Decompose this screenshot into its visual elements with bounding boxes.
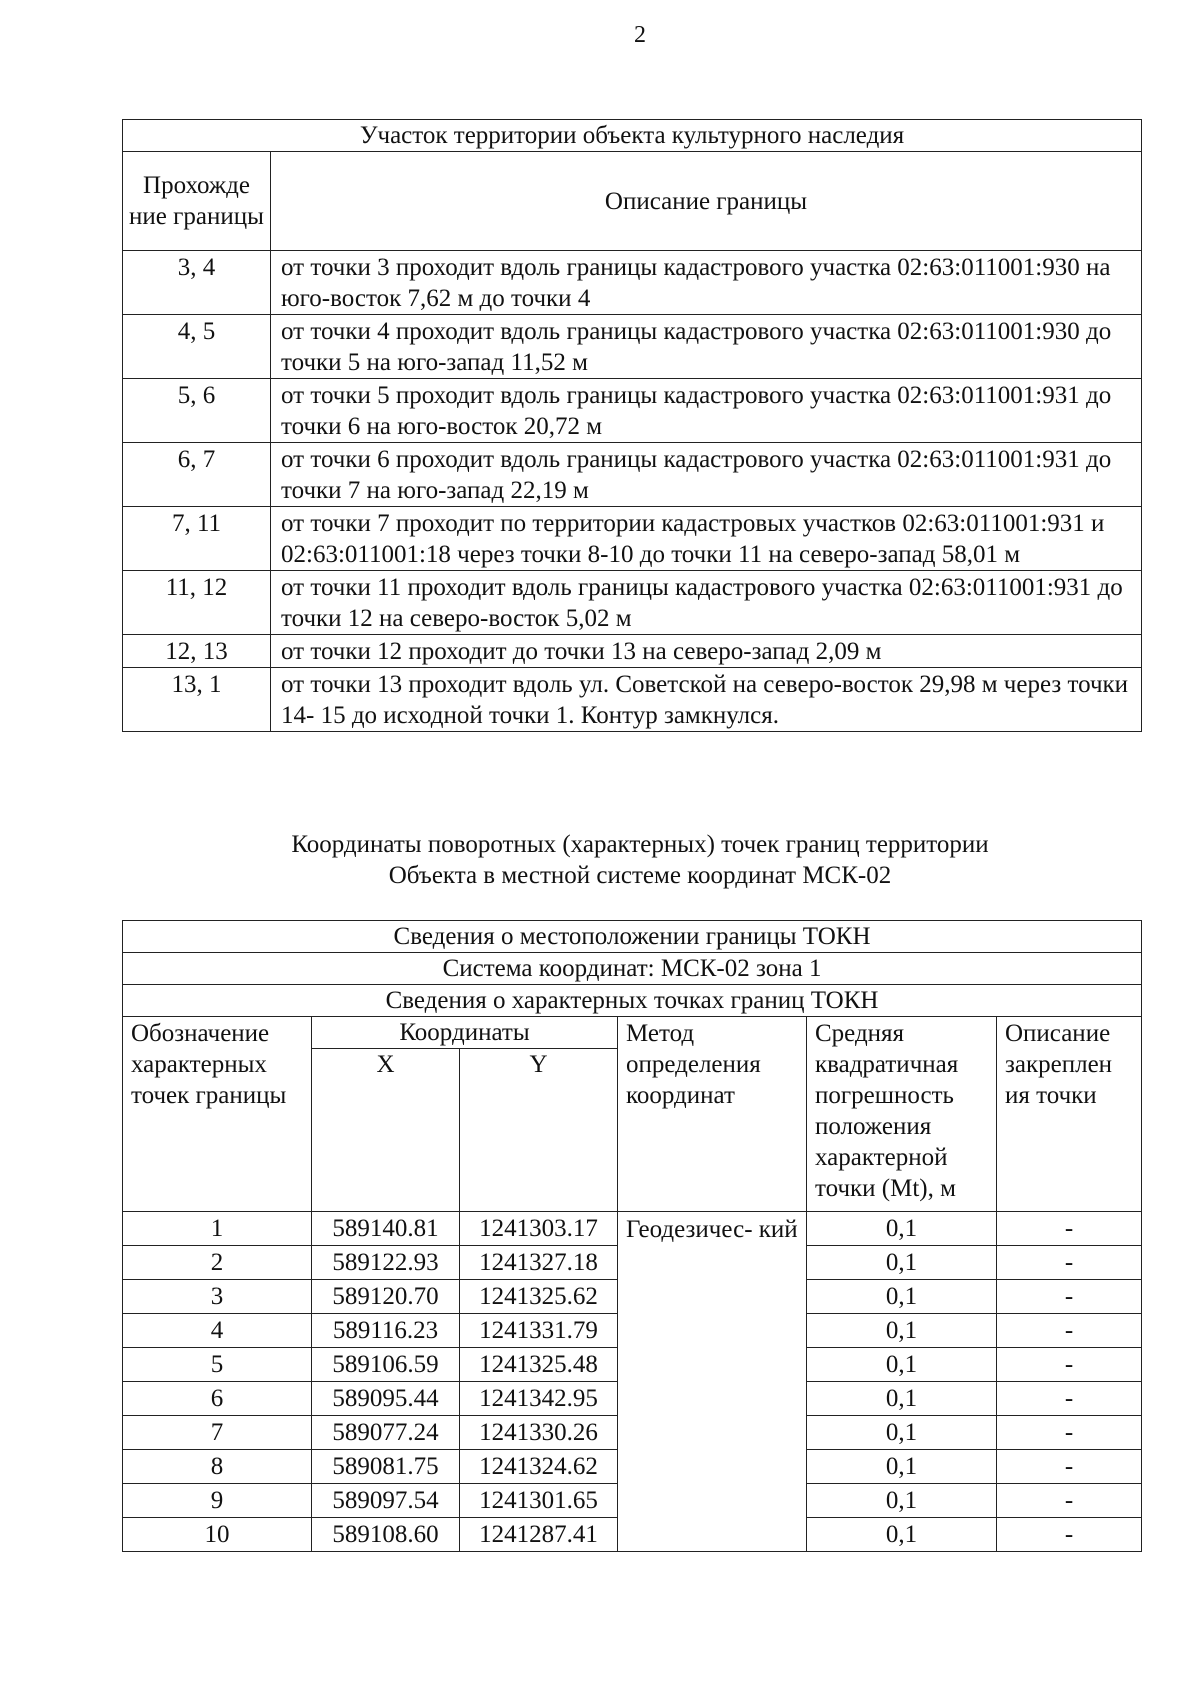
- y-cell: 1241287.41: [460, 1518, 618, 1552]
- error-cell: 0,1: [807, 1416, 997, 1450]
- x-cell: 589120.70: [312, 1280, 460, 1314]
- coordinates-heading-line-2: Объекта в местной системе координат МСК-02: [388, 862, 892, 889]
- error-cell: 0,1: [807, 1518, 997, 1552]
- description-cell: от точки 13 проходит вдоль ул. Советской на северо-восток 29,98 м через точки 14- 15 до исходной точки 1. Контур замкнулся.: [271, 668, 1142, 732]
- description-cell: от точки 3 проходит вдоль границы кадастрового участка 02:63:011001:930 на юго-восток 7,62 м до точки 4: [271, 251, 1142, 315]
- fixation-cell: -: [997, 1348, 1142, 1382]
- fixation-cell: -: [997, 1280, 1142, 1314]
- table-header-row: [123, 152, 1142, 251]
- column-header-y: Y: [460, 1049, 618, 1212]
- column-header-method: Метод определения координат: [618, 1017, 807, 1212]
- description-cell: от точки 6 проходит вдоль границы кадастрового участка 02:63:011001:931 до точки 7 на юго-запад 22,19 м: [271, 443, 1142, 507]
- y-cell: 1241325.48: [460, 1348, 618, 1382]
- table-title: Участок территории объекта культурного наследия: [123, 120, 1142, 152]
- table-row: [123, 507, 1142, 571]
- error-cell: 0,1: [807, 1280, 997, 1314]
- error-cell: 0,1: [807, 1348, 997, 1382]
- x-cell: 589097.54: [312, 1484, 460, 1518]
- x-cell: 589108.60: [312, 1518, 460, 1552]
- pass-cell: 12, 13: [123, 635, 271, 668]
- table-title-row: [123, 921, 1142, 953]
- fixation-cell: -: [997, 1450, 1142, 1484]
- fixation-cell: -: [997, 1382, 1142, 1416]
- error-cell: 0,1: [807, 1314, 997, 1348]
- table-header-row: [123, 1017, 1142, 1049]
- point-number-cell: 7: [123, 1416, 312, 1450]
- table-row: [123, 443, 1142, 507]
- description-cell: от точки 5 проходит вдоль границы кадастрового участка 02:63:011001:931 до точки 6 на юго-восток 20,72 м: [271, 379, 1142, 443]
- x-cell: 589095.44: [312, 1382, 460, 1416]
- point-number-cell: 8: [123, 1450, 312, 1484]
- column-header-x: X: [312, 1049, 460, 1212]
- column-header-pass: Прохожде ние границы: [123, 152, 271, 251]
- pass-cell: 4, 5: [123, 315, 271, 379]
- table-title-row: [123, 953, 1142, 985]
- point-number-cell: 3: [123, 1280, 312, 1314]
- point-number-cell: 5: [123, 1348, 312, 1382]
- y-cell: 1241324.62: [460, 1450, 618, 1484]
- x-cell: 589122.93: [312, 1246, 460, 1280]
- table-row: [123, 571, 1142, 635]
- error-cell: 0,1: [807, 1450, 997, 1484]
- table-title-row: [123, 985, 1142, 1017]
- point-number-cell: 6: [123, 1382, 312, 1416]
- y-cell: 1241327.18: [460, 1246, 618, 1280]
- fixation-cell: -: [997, 1484, 1142, 1518]
- fixation-cell: -: [997, 1518, 1142, 1552]
- boundary-description-table: [122, 119, 1142, 732]
- pass-cell: 11, 12: [123, 571, 271, 635]
- pass-cell: 13, 1: [123, 668, 271, 732]
- description-cell: от точки 7 проходит по территории кадастровых участков 02:63:011001:931 и 02:63:011001:18 через точки 8-10 до точки 11 на северо-запад 58,01 м: [271, 507, 1142, 571]
- table-row: [123, 379, 1142, 443]
- y-cell: 1241303.17: [460, 1212, 618, 1246]
- point-number-cell: 1: [123, 1212, 312, 1246]
- pass-cell: 3, 4: [123, 251, 271, 315]
- table-title-row: [123, 120, 1142, 152]
- coordinates-heading-line-1: Координаты поворотных (характерных) точек границ территории: [291, 831, 989, 858]
- column-header-coordinates: Координаты: [312, 1017, 618, 1049]
- error-cell: 0,1: [807, 1246, 997, 1280]
- table-row: [123, 315, 1142, 379]
- x-cell: 589081.75: [312, 1450, 460, 1484]
- y-cell: 1241342.95: [460, 1382, 618, 1416]
- x-cell: 589116.23: [312, 1314, 460, 1348]
- column-header-designation: Обозначение характерных точек границы: [123, 1017, 312, 1212]
- error-cell: 0,1: [807, 1212, 997, 1246]
- table-row: [123, 668, 1142, 732]
- point-number-cell: 2: [123, 1246, 312, 1280]
- x-cell: 589106.59: [312, 1348, 460, 1382]
- y-cell: 1241301.65: [460, 1484, 618, 1518]
- table-title-coordinate-system: Система координат: МСК-02 зона 1: [123, 953, 1142, 985]
- y-cell: 1241330.26: [460, 1416, 618, 1450]
- page-number: 2: [634, 22, 646, 48]
- table-row: [123, 635, 1142, 668]
- column-header-error: Средняя квадратичная погрешность положения характерной точки (Mt), м: [807, 1017, 997, 1212]
- point-number-cell: 10: [123, 1518, 312, 1552]
- pass-cell: 5, 6: [123, 379, 271, 443]
- description-cell: от точки 11 проходит вдоль границы кадастрового участка 02:63:011001:931 до точки 12 на северо-восток 5,02 м: [271, 571, 1142, 635]
- coordinates-table: [122, 920, 1142, 1552]
- pass-cell: 6, 7: [123, 443, 271, 507]
- column-header-fixation: Описание закреплен ия точки: [997, 1017, 1142, 1212]
- point-number-cell: 4: [123, 1314, 312, 1348]
- fixation-cell: -: [997, 1416, 1142, 1450]
- error-cell: 0,1: [807, 1484, 997, 1518]
- table-row: [123, 251, 1142, 315]
- x-cell: 589140.81: [312, 1212, 460, 1246]
- table-title-location: Сведения о местоположении границы ТОКН: [123, 921, 1142, 953]
- fixation-cell: -: [997, 1212, 1142, 1246]
- fixation-cell: -: [997, 1246, 1142, 1280]
- y-cell: 1241325.62: [460, 1280, 618, 1314]
- description-cell: от точки 12 проходит до точки 13 на северо-запад 2,09 м: [271, 635, 1142, 668]
- point-number-cell: 9: [123, 1484, 312, 1518]
- y-cell: 1241331.79: [460, 1314, 618, 1348]
- table-row: [123, 1212, 1142, 1246]
- error-cell: 0,1: [807, 1382, 997, 1416]
- x-cell: 589077.24: [312, 1416, 460, 1450]
- description-cell: от точки 4 проходит вдоль границы кадастрового участка 02:63:011001:930 до точки 5 на юго-запад 11,52 м: [271, 315, 1142, 379]
- column-header-description: Описание границы: [271, 152, 1142, 251]
- table-title-points: Сведения о характерных точках границ ТОКН: [123, 985, 1142, 1017]
- method-cell: Геодезичес- кий: [618, 1212, 807, 1552]
- fixation-cell: -: [997, 1314, 1142, 1348]
- pass-cell: 7, 11: [123, 507, 271, 571]
